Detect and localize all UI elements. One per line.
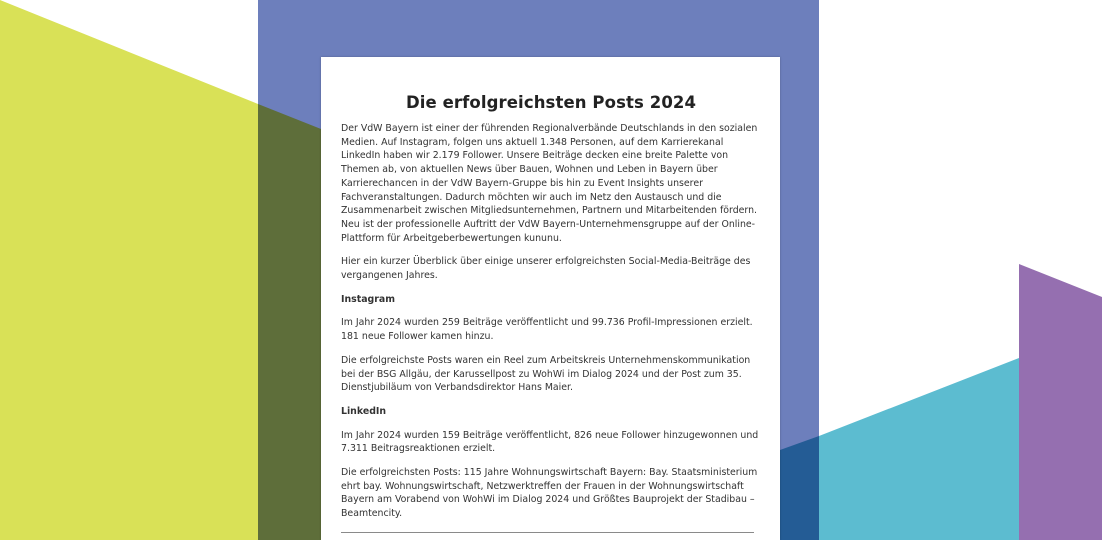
instagram-stats: Im Jahr 2024 wurden 259 Beiträge veröffentlicht und 99.736 Profil-Impressionen erzielt. 181 neue Follower kamen hinzu. <box>341 317 753 343</box>
linkedin-top-posts: Die erfolgreichsten Posts: 115 Jahre Wohnungswirtschaft Bayern: Bay. Staatsministerium ehrt bay. Wohnungswirtschaft, Netzwerktreffen der Frauen in der Wohnungswirtschaft Bayern am Vorabend von WohWi im Dialog 2024 und Größtes Bauprojekt der Stadibau – Beamtencity. <box>341 467 758 520</box>
linkedin-heading: LinkedIn <box>341 405 387 417</box>
bg-purple-shape <box>1019 264 1102 540</box>
intro-paragraph: Der VdW Bayern ist einer der führenden Regionalverbände Deutschlands in den sozialen Medien. Auf Instagram, folgen uns aktuell 1.348 Personen, auf dem Karrierekanal LinkedIn haben wir 2.179 Follower. Unsere Beiträge decken eine breite Palette von Themen ab, von aktuellen News über Bauen, Wohnen und Leben in Bayern über Karrierechancen in der VdW Bayern-Gruppe bis hin zu Event Insights unserer Fachveranstaltungen. Dadurch möchten wir auch im Netz den Austausch und die Zusammenarbeit zwischen Mitgliedsunternehmen, Partnern und Mitarbeitenden fördern. Neu ist der professionelle Auftritt der VdW Bayern-Unternehmensgruppe auf der Online-Plattform für Arbeitgeberbewertungen kununu. <box>341 123 758 244</box>
article-title: Die erfolgreichsten Posts 2024 <box>405 93 697 112</box>
instagram-heading: Instagram <box>341 293 395 305</box>
instagram-top-posts: Die erfolgreichste Posts waren ein Reel zum Arbeitskreis Unternehmenskommunikation bei der BSG Allgäu, der Karussellpost zu WohWi im Dialog 2024 und der Post zum 35. Dienstjubiläum von Verbandsdirektor Hans Maier. <box>341 354 751 394</box>
bg-olive-overlap <box>258 104 321 540</box>
bg-navy-overlap <box>780 436 819 540</box>
section-divider <box>341 532 754 533</box>
linkedin-stats: Im Jahr 2024 wurden 159 Beiträge veröffentlicht, 826 neue Follower hinzugewonnen und 7.311 Beitragsreaktionen erzielt. <box>341 429 759 455</box>
article-card <box>321 57 780 540</box>
bg-yellow-triangle <box>0 0 258 540</box>
article-body <box>341 93 761 531</box>
bg-cyan-triangle <box>819 358 1019 540</box>
overview-paragraph: Hier ein kurzer Überblick über einige unserer erfolgreichsten Social-Media-Beiträge des vergangenen Jahres. <box>341 256 751 282</box>
